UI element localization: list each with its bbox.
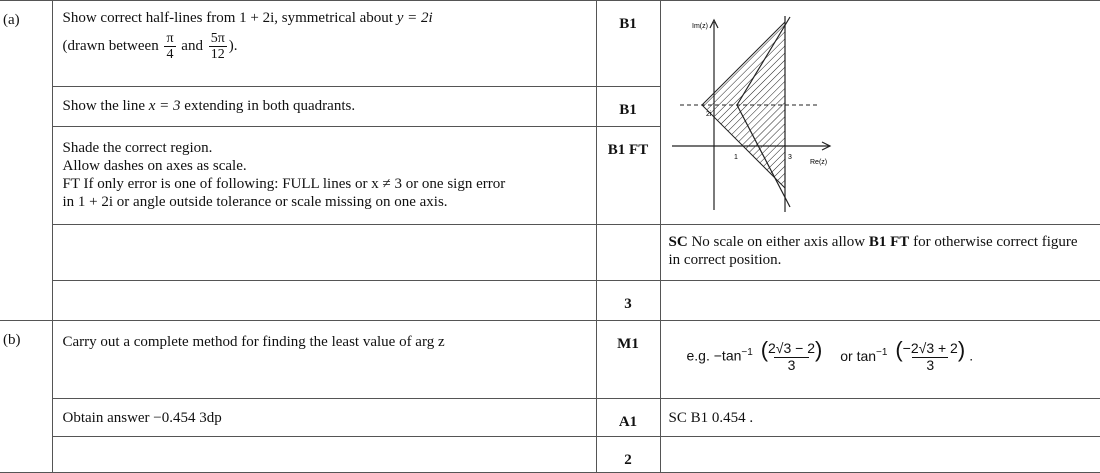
sc-text: for otherwise correct figure in correct position.: [668, 234, 1078, 268]
or-tan-text: or tan: [840, 347, 877, 364]
table-row: [0, 1, 1100, 87]
y-axis-label: Im(z): [692, 23, 708, 30]
sc-label: SC: [668, 234, 688, 250]
answer-text: Show the line: [62, 98, 149, 114]
fraction-denominator: 12: [210, 47, 225, 62]
argand-diagram: [670, 12, 840, 222]
total-mark-b: 2: [596, 437, 660, 473]
sc-guidance-text: SC B1 0.454 .: [668, 410, 754, 426]
fraction-denominator: 3: [774, 357, 810, 373]
inverse-superscript: −1: [876, 346, 888, 358]
answer-cell: [52, 321, 596, 399]
empty-guidance-cell: [660, 281, 1100, 321]
part-label-a: (a): [0, 1, 52, 321]
eg-text: e.g.: [686, 347, 710, 364]
answer-equation: x = 3: [148, 98, 181, 114]
fraction-denominator: 3: [912, 357, 948, 373]
answer-cell: [52, 127, 596, 225]
fraction-numerator: π: [166, 31, 174, 46]
answer-line: Allow dashes on axes as scale.: [62, 158, 247, 174]
answer-text: Obtain answer −0.454 3dp: [62, 410, 222, 426]
tick-label-1: 1: [734, 154, 738, 161]
guidance-end: .: [969, 347, 974, 364]
answer-line: FT If only error is one of following: FULL lines or x ≠ 3 or one sign error: [62, 176, 506, 192]
answer-cell: [52, 399, 596, 437]
fraction-guidance-2: [893, 336, 967, 373]
fraction-numerator: (−2√3 + 2): [895, 336, 966, 362]
fraction-5pi-over-12: [209, 31, 227, 62]
mark-b1: B1: [596, 87, 660, 127]
fraction-numerator-text: −2√3 + 2: [902, 340, 958, 356]
drawn-post-text: ).: [228, 37, 238, 54]
answer-equation: y = 2i: [396, 10, 433, 26]
part-label-b: (b): [0, 321, 52, 473]
answer-text: extending in both quadrants.: [180, 98, 356, 114]
fraction-guidance-1: [759, 336, 825, 373]
guidance-cell: [660, 321, 1100, 399]
drawn-between-text: (drawn between: [62, 37, 159, 54]
sc-text: No scale on either axis allow: [687, 234, 869, 250]
empty-answer-cell: [52, 225, 596, 281]
sc-note-cell: [660, 225, 1100, 281]
inverse-superscript: −1: [741, 346, 753, 358]
answer-text: Carry out a complete method for finding the least value of arg z: [62, 334, 445, 350]
fraction-numerator-text: 2√3 − 2: [768, 340, 816, 356]
fraction-denominator: 4: [166, 47, 174, 62]
answer-cell: [52, 87, 596, 127]
tick-label-3: 3: [788, 154, 792, 161]
table-row: [0, 437, 1100, 473]
mark-a1: A1: [596, 399, 660, 437]
mark-b1: B1: [596, 1, 660, 87]
x-axis-label: Re(z): [810, 159, 828, 166]
and-text: and: [181, 37, 203, 54]
sc-bold-mark: B1 FT: [868, 234, 910, 250]
fraction-pi-over-4: [164, 31, 175, 62]
answer-line: Shade the correct region.: [62, 140, 213, 156]
empty-answer-cell: [52, 437, 596, 473]
tan-text: −tan: [713, 347, 742, 364]
mark-b1-ft: B1 FT: [596, 127, 660, 225]
answer-cell: [52, 1, 596, 87]
table-row: [0, 399, 1100, 437]
table-row: [0, 281, 1100, 321]
empty-guidance-cell: [660, 437, 1100, 473]
table-row: [0, 321, 1100, 399]
empty-mark-cell: [596, 225, 660, 281]
tick-label-2i: 2i: [706, 111, 712, 118]
total-mark-a: 3: [596, 281, 660, 321]
fraction-numerator: (2√3 − 2): [760, 336, 823, 362]
fraction-numerator: 5π: [210, 31, 225, 46]
answer-line: in 1 + 2i or angle outside tolerance or scale missing on one axis.: [62, 194, 448, 210]
empty-answer-cell: [52, 281, 596, 321]
answer-text: Show correct half-lines from 1 + 2i, symmetrical about: [62, 10, 397, 26]
table-row: [0, 225, 1100, 281]
mark-m1: M1: [596, 321, 660, 399]
guidance-cell: [660, 399, 1100, 437]
